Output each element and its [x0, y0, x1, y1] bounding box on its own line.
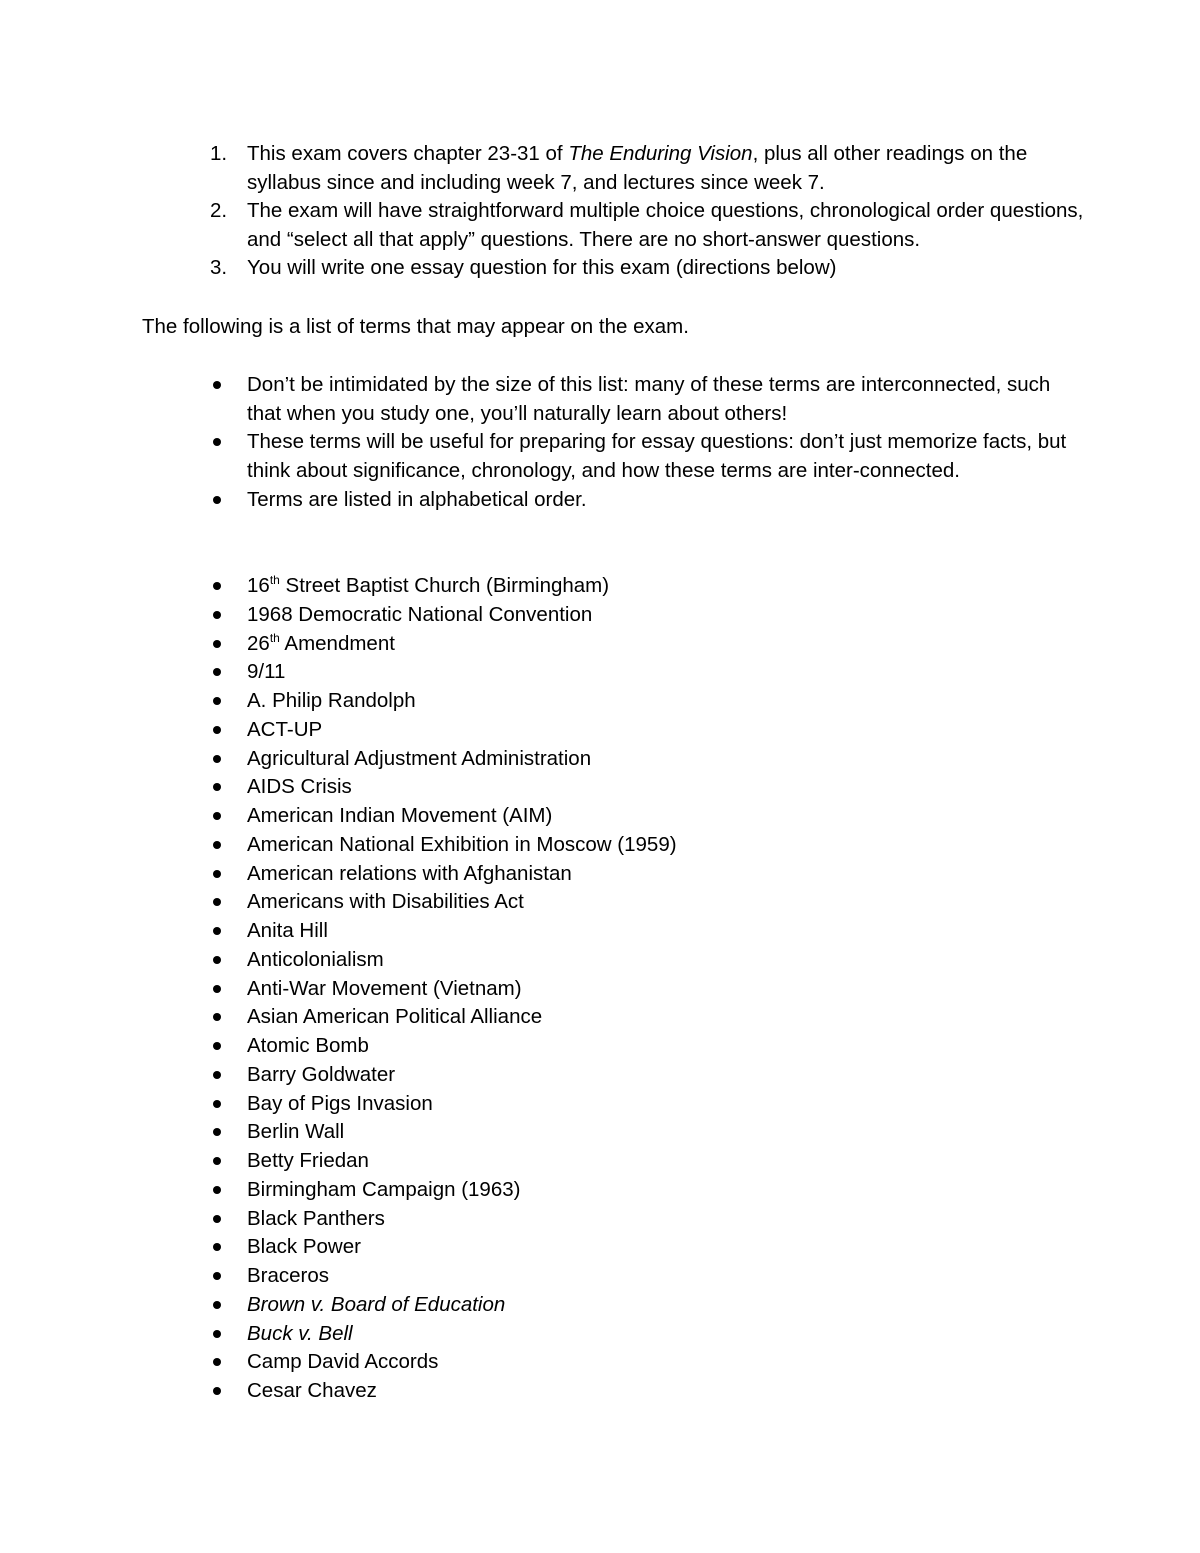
term-text: AIDS Crisis	[247, 775, 352, 799]
book-title: The Enduring Vision	[568, 142, 753, 165]
instruction-text: , plus all other readings on the syllabus since and including week 7, and lectures since week 7.	[247, 142, 1028, 194]
bullet-icon	[213, 668, 221, 676]
term-text: Braceros	[247, 1264, 330, 1287]
term-text: Berlin Wall	[247, 1120, 345, 1144]
term-item	[210, 946, 1090, 975]
term-text: Bay of Pigs Invasion	[247, 1091, 433, 1115]
bullet-icon	[213, 640, 221, 648]
term-text: Anita Hill	[247, 919, 328, 942]
instruction-item-1	[210, 140, 1090, 197]
term-text: Agricultural Adjustment Administration	[247, 746, 592, 770]
exam-instructions-list	[210, 140, 1090, 283]
term-item	[210, 1233, 1090, 1262]
term-item	[210, 860, 1090, 889]
bullet-icon	[213, 381, 221, 389]
term-item	[210, 716, 1090, 745]
term-text: ACT-UP	[247, 717, 323, 741]
term-text: Black Panthers	[247, 1206, 385, 1230]
term-item	[210, 831, 1090, 860]
bullet-icon	[213, 1042, 221, 1050]
term-item	[210, 1003, 1090, 1032]
term-text: Camp David Accords	[247, 1350, 439, 1374]
term-text: Brown v. Board of Education	[247, 1292, 506, 1316]
note-item	[210, 371, 1090, 428]
list-number: 2.	[210, 199, 228, 223]
term-text: Anti-War Movement (Vietnam)	[247, 976, 522, 1000]
term-item	[210, 1176, 1090, 1205]
term-item	[210, 1348, 1090, 1377]
bullet-icon	[213, 841, 221, 849]
ordinal-suffix: th	[269, 573, 280, 587]
bullet-icon	[213, 1387, 221, 1395]
term-item	[210, 1320, 1090, 1349]
term-text: Betty Friedan	[247, 1149, 369, 1172]
term-item	[210, 802, 1090, 831]
term-item	[210, 888, 1090, 917]
note-item	[210, 428, 1090, 485]
term-text: Buck v. Bell	[247, 1321, 353, 1345]
term-item	[210, 687, 1090, 716]
instruction-text: This exam covers chapter 23-31 of	[247, 142, 569, 165]
term-text: Cesar Chavez	[247, 1379, 377, 1402]
bullet-icon	[213, 1301, 221, 1309]
term-text: 9/11	[247, 660, 286, 684]
list-number: 1.	[210, 142, 228, 165]
term-item	[210, 1032, 1090, 1061]
bullet-icon	[213, 582, 221, 590]
bullet-icon	[213, 755, 221, 763]
term-item	[210, 1262, 1090, 1291]
term-item	[210, 917, 1090, 946]
term-text: Street Baptist Church (Birmingham)	[279, 574, 610, 597]
bullet-icon	[213, 1128, 221, 1136]
term-text: 26	[247, 631, 270, 655]
terms-intro: The following is a list of terms that may appear on the exam.	[142, 315, 689, 338]
term-text: Birmingham Campaign (1963)	[247, 1177, 521, 1201]
term-text: Amendment	[279, 631, 395, 655]
term-text: Asian American Political Alliance	[247, 1005, 543, 1029]
bullet-icon	[213, 496, 221, 504]
bullet-icon	[213, 697, 221, 705]
term-text: Black Power	[247, 1235, 361, 1259]
term-item	[210, 1205, 1090, 1234]
terms-list	[210, 572, 1090, 1406]
term-item	[210, 1291, 1090, 1320]
term-text: 1968 Democratic National Convention	[247, 602, 593, 626]
bullet-icon	[213, 726, 221, 734]
term-text: Atomic Bomb	[247, 1034, 369, 1057]
bullet-icon	[213, 956, 221, 964]
bullet-icon	[213, 812, 221, 820]
term-item	[210, 630, 1090, 659]
term-item	[210, 1090, 1090, 1119]
bullet-icon	[213, 898, 221, 906]
term-item	[210, 572, 1090, 601]
instruction-text: You will write one essay question for this exam (directions below)	[247, 256, 837, 280]
bullet-icon	[213, 1215, 221, 1223]
instruction-item-2	[210, 197, 1090, 254]
note-text: Terms are listed in alphabetical order.	[247, 487, 587, 511]
term-text: Americans with Disabilities Act	[247, 890, 524, 914]
bullet-icon	[213, 1243, 221, 1251]
term-text: Anticolonialism	[247, 947, 384, 971]
term-item	[210, 658, 1090, 687]
term-item	[210, 745, 1090, 774]
term-text: American relations with Afghanistan	[247, 861, 572, 885]
term-item	[210, 1118, 1090, 1147]
term-text: A. Philip Randolph	[247, 689, 416, 712]
note-item	[210, 486, 1090, 515]
bullet-icon	[213, 927, 221, 935]
bullet-icon	[213, 1013, 221, 1021]
bullet-icon	[213, 870, 221, 878]
term-item	[210, 1147, 1090, 1176]
bullet-icon	[213, 1330, 221, 1338]
ordinal-suffix: th	[269, 630, 280, 645]
bullet-icon	[213, 1100, 221, 1108]
bullet-icon	[213, 1358, 221, 1366]
term-text: Barry Goldwater	[247, 1062, 396, 1086]
term-item	[210, 1377, 1090, 1406]
bullet-icon	[213, 1186, 221, 1194]
note-text: These terms will be useful for preparing for essay questions: don’t just memorize facts, but think about significance, chronology, and how these terms are inter-connected.	[247, 430, 1067, 483]
list-number: 3.	[210, 256, 228, 280]
instruction-item-3	[210, 254, 1090, 283]
term-text: American Indian Movement (AIM)	[247, 804, 553, 827]
term-item	[210, 773, 1090, 802]
bullet-icon	[213, 438, 221, 446]
note-text: Don’t be intimidated by the size of this list: many of these terms are interconnected, such that when you study one, you’ll naturally learn about others!	[247, 373, 1051, 425]
term-item	[210, 975, 1090, 1004]
bullet-icon	[213, 985, 221, 993]
term-text: American National Exhibition in Moscow (1959)	[247, 832, 677, 856]
term-text: 16	[247, 574, 270, 597]
bullet-icon	[213, 1157, 221, 1165]
bullet-icon	[213, 1071, 221, 1079]
bullet-icon	[213, 783, 221, 791]
study-notes-list	[210, 371, 1090, 515]
term-item	[210, 1061, 1090, 1090]
bullet-icon	[213, 1272, 221, 1280]
bullet-icon	[213, 611, 221, 619]
term-item	[210, 601, 1090, 630]
instruction-text: The exam will have straightforward multiple choice questions, chronological order questions, and “select all that apply” questions. There are no short-answer questions.	[247, 199, 1084, 251]
